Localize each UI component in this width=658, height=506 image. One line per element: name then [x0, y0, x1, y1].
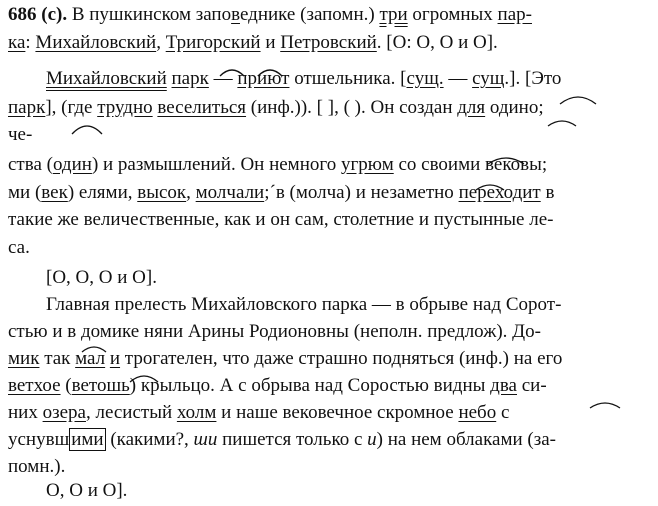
text-segment: . [О: О, О и О].: [376, 32, 498, 53]
text-segment: огромных: [407, 4, 498, 25]
underlined-word: парк: [8, 97, 46, 118]
text-segment: одино;: [485, 97, 544, 118]
underlined-word: Михайловский: [46, 68, 167, 89]
underlined-word: пар-: [497, 4, 532, 25]
text-segment: Главная прелесть Михайловского парка — в обрыве над Сорот-: [46, 294, 562, 315]
text-segment: —: [443, 68, 473, 89]
underlined-word: небо: [458, 402, 497, 423]
text-line-10: [46, 292, 561, 318]
text-segment: , лесистый: [85, 402, 177, 423]
text-segment: —: [208, 68, 238, 89]
text-segment: ) и размышлений. Он немного: [91, 154, 341, 175]
text-line-2: [46, 66, 561, 92]
text-segment: ства (: [8, 154, 53, 175]
text-segment: че-: [8, 124, 33, 145]
text-segment: пишется только с: [217, 429, 368, 450]
text-segment: отшельника. [: [289, 68, 407, 89]
text-segment: ) на нем облаками (за-: [376, 429, 556, 450]
text-line-0: [8, 2, 532, 28]
exercise-number: 686 (с).: [8, 4, 68, 25]
text-segment: со своими вековы;: [393, 154, 548, 175]
text-segment: в: [540, 182, 555, 203]
text-line-4: [8, 122, 32, 148]
underlined-word: озера: [42, 402, 86, 423]
text-segment: помн.).: [8, 456, 66, 477]
underlined-word: в: [231, 4, 240, 25]
text-segment: ми (: [8, 182, 42, 203]
underlined-word: и: [109, 348, 121, 369]
text-segment: такие же величественные, как и он сам, столетние и пустынные ле-: [8, 209, 554, 230]
underlined-word: молчали: [195, 182, 265, 203]
underlined-word: холм: [176, 402, 217, 423]
underlined-word: ветхое: [8, 375, 61, 396]
text-segment: си-: [517, 375, 547, 396]
text-line-12: [8, 346, 562, 372]
text-segment: ;ˊв (молча) и незаметно: [264, 182, 459, 203]
text-segment: ], (где: [45, 97, 98, 118]
text-line-9: [46, 265, 157, 291]
text-segment: ) крыльцо. А с обрыва над Соростью видны: [129, 375, 491, 396]
text-line-3: [8, 95, 544, 121]
underlined-word: для: [457, 97, 486, 118]
text-segment: [О, О, О и О].: [46, 267, 157, 288]
text-segment: ,: [156, 32, 166, 53]
text-segment: трогателен, что даже страшно подняться (инф.) на его: [120, 348, 563, 369]
underlined-word: век: [41, 182, 68, 203]
underlined-word: Тригорский: [165, 32, 261, 53]
underlined-word: два: [490, 375, 517, 396]
underlined-word: сущ.: [406, 68, 444, 89]
text-segment: ,: [186, 182, 196, 203]
text-segment: (какими?,: [105, 429, 194, 450]
text-segment: уснувш: [8, 429, 70, 450]
underlined-word: один: [52, 154, 92, 175]
underlined-word: парк: [171, 68, 209, 89]
text-line-17: [46, 478, 127, 504]
underlined-word: мал: [75, 348, 106, 369]
text-segment: стью и в домике няни Арины Родионовны (неполн. предлож). До-: [8, 321, 541, 342]
text-line-6: [8, 180, 554, 206]
text-segment: них: [8, 402, 43, 423]
underlined-word: мик: [8, 348, 40, 369]
text-segment: с: [496, 402, 510, 423]
underlined-word: три: [379, 4, 408, 25]
root-arc-mark: [72, 126, 102, 134]
text-segment: и: [260, 32, 281, 53]
text-line-16: [8, 454, 65, 480]
root-arc-mark: [548, 121, 576, 126]
italic-segment: и: [367, 429, 377, 450]
boxed-ending: ими: [71, 429, 104, 450]
underlined-word: переходит: [458, 182, 541, 203]
text-segment: (: [60, 375, 72, 396]
text-line-1: [8, 30, 498, 56]
underlined-word: высок: [137, 182, 187, 203]
underlined-word: веселиться: [157, 97, 247, 118]
text-segment: и наше вековечное скромное: [216, 402, 459, 423]
text-line-8: [8, 235, 30, 261]
text-line-15: [8, 427, 556, 453]
text-line-7: [8, 207, 553, 233]
text-segment: О, О и О].: [46, 480, 128, 501]
text-line-11: [8, 319, 541, 345]
underlined-word: ветошь: [71, 375, 130, 396]
text-segment: ) елями,: [67, 182, 138, 203]
root-arc-mark: [590, 403, 620, 408]
text-segment: :: [25, 32, 36, 53]
text-segment: В пушкинском запо: [67, 4, 232, 25]
text-segment: са.: [8, 237, 30, 258]
underlined-word: трудно: [97, 97, 153, 118]
text-segment: (инф.)). [ ], ( ). Он создан: [246, 97, 458, 118]
text-segment: так: [39, 348, 76, 369]
underlined-word: Михайловский: [35, 32, 157, 53]
underlined-word: сущ: [472, 68, 505, 89]
underlined-word: угрюм: [340, 154, 394, 175]
text-line-5: [8, 152, 547, 178]
underlined-word: приют: [237, 68, 290, 89]
text-line-14: [8, 400, 509, 426]
italic-segment: ши: [193, 429, 218, 450]
underlined-word: Петровский: [280, 32, 377, 53]
text-line-13: [8, 373, 547, 399]
root-arc-mark: [560, 97, 596, 104]
text-segment: .]. [Это: [504, 68, 562, 89]
underlined-word: ка: [8, 32, 26, 53]
text-segment: еднике (запомн.): [239, 4, 380, 25]
